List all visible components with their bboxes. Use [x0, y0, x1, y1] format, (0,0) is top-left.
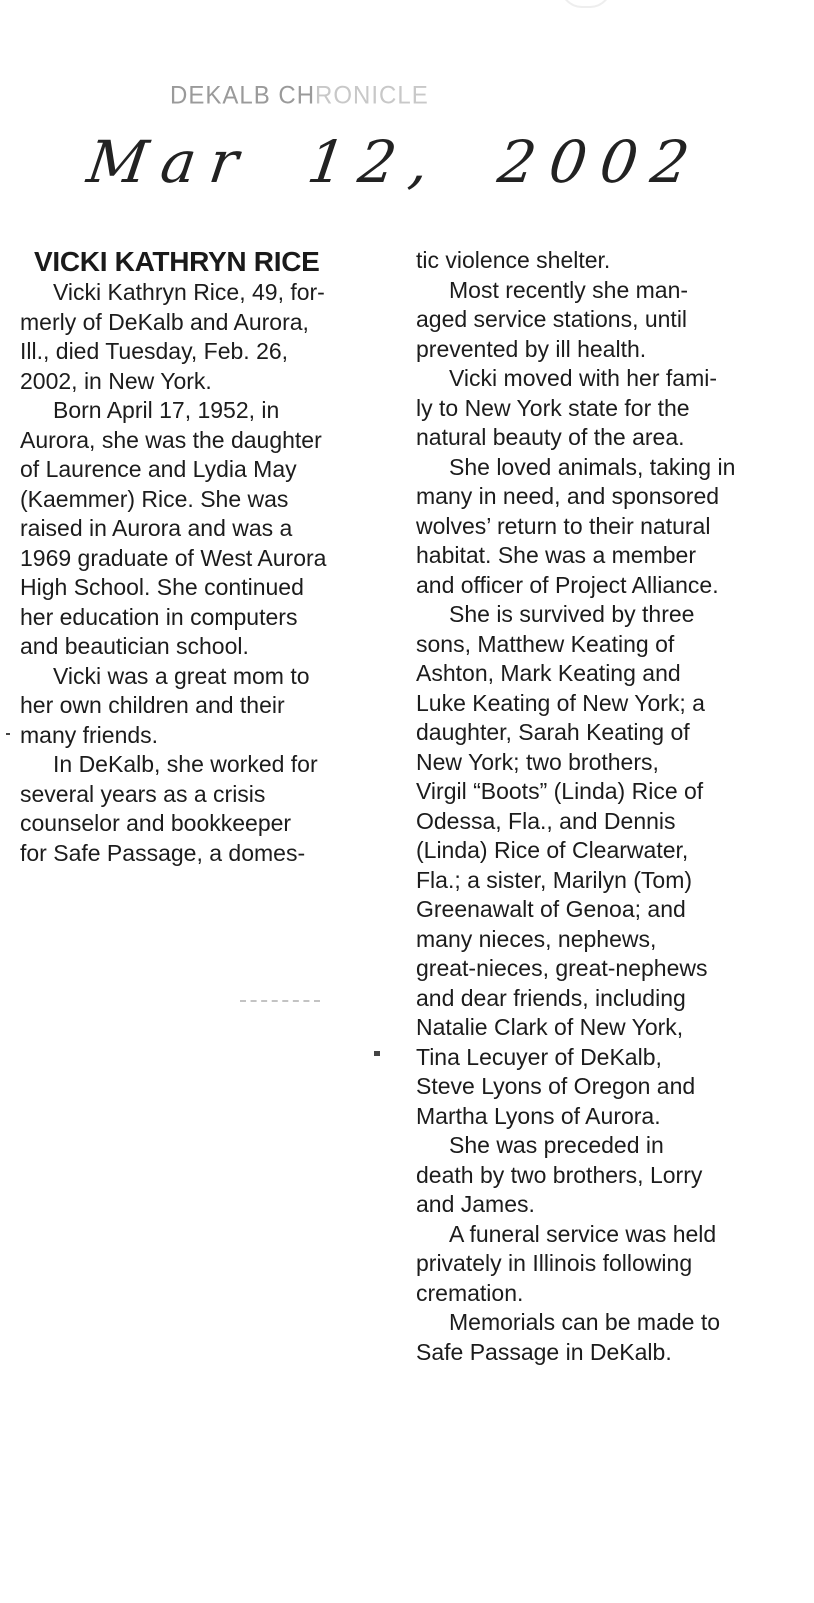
text-line: counselor and bookkeeper	[20, 810, 292, 836]
left-column-body	[20, 278, 380, 868]
stamp-visible-text: DEKALB CH	[170, 81, 316, 110]
obituary-paragraph	[416, 1131, 778, 1220]
text-line: sons, Matthew Keating of	[416, 630, 675, 657]
text-line: (Linda) Rice of Clearwater,	[416, 837, 689, 863]
text-line: ly to New York state for the	[416, 394, 690, 421]
text-line: Memorials can be made to	[449, 1309, 721, 1335]
text-line: of Laurence and Lydia May	[20, 456, 297, 482]
text-line: She loved animals, taking in	[449, 453, 736, 480]
text-line: and beautician school.	[20, 633, 249, 659]
text-line: Ashton, Mark Keating and	[416, 660, 681, 686]
text-line: Most recently she man-	[449, 276, 689, 303]
obituary-paragraph	[416, 600, 778, 1131]
left-column	[20, 246, 380, 868]
obituary-paragraph	[416, 453, 778, 601]
text-line: natural beauty of the area.	[416, 424, 685, 450]
obituary-paragraph	[416, 364, 778, 453]
text-line: prevented by ill health.	[416, 335, 647, 362]
text-line: In DeKalb, she worked for	[53, 751, 318, 777]
text-line: Steve Lyons of Oregon and	[416, 1073, 696, 1099]
text-line: and officer of Project Alliance.	[416, 571, 719, 598]
text-line: Vicki Kathryn Rice, 49, for-	[53, 279, 325, 305]
text-line: daughter, Sarah Keating of	[416, 719, 690, 745]
text-line: death by two brothers, Lorry	[416, 1161, 703, 1188]
text-line: (Kaemmer) Rice. She was	[20, 485, 289, 512]
text-line: great-nieces, great-nephews	[416, 955, 708, 981]
obituary-paragraph	[20, 396, 380, 662]
text-line: many nieces, nephews,	[416, 925, 657, 952]
text-line: Virgil “Boots” (Linda) Rice of	[416, 778, 704, 804]
text-line: and James.	[416, 1191, 535, 1217]
text-line: She was preceded in	[449, 1132, 664, 1158]
text-line: Aurora, she was the daughter	[20, 426, 322, 453]
text-line: and dear friends, including	[416, 984, 686, 1011]
scan-corner-artifact	[560, 0, 612, 8]
right-column	[416, 246, 778, 1367]
scan-speck	[374, 1051, 380, 1056]
obituary-paragraph	[20, 750, 380, 868]
text-line: Vicki moved with her fami-	[449, 365, 717, 391]
right-column-body	[416, 246, 778, 1367]
text-line: Fla.; a sister, Marilyn (Tom)	[416, 866, 693, 893]
text-line: her education in computers	[20, 603, 298, 630]
text-line: Martha Lyons of Aurora.	[416, 1102, 661, 1129]
text-line: Born April 17, 1952, in	[53, 397, 280, 423]
text-line: privately in Illinois following	[416, 1250, 693, 1276]
text-line: Odessa, Fla., and Dennis	[416, 807, 676, 834]
obituary-paragraph	[416, 276, 778, 365]
text-line: New York; two brothers,	[416, 748, 659, 775]
text-line: several years as a crisis	[20, 780, 266, 807]
text-line: Natalie Clark of New York,	[416, 1014, 684, 1040]
text-line: Safe Passage in DeKalb.	[416, 1338, 672, 1365]
text-line: habitat. She was a member	[416, 542, 696, 568]
stamp-faded-text: RONICLE	[315, 81, 429, 110]
obituary-paragraph	[416, 246, 778, 276]
text-line: merly of DeKalb and Aurora,	[20, 308, 309, 335]
text-line: A funeral service was held	[449, 1220, 717, 1247]
text-line: Tina Lecuyer of DeKalb,	[416, 1043, 662, 1070]
text-line: Ill., died Tuesday, Feb. 26,	[20, 338, 289, 364]
text-line: She is survived by three	[449, 601, 695, 627]
obituary-paragraph	[416, 1220, 778, 1309]
text-line: her own children and their	[20, 692, 285, 718]
text-line: for Safe Passage, a domes-	[20, 839, 306, 866]
obituary-paragraph	[416, 1308, 778, 1367]
text-line: aged service stations, until	[416, 306, 688, 332]
text-line: Greenawalt of Genoa; and	[416, 896, 686, 922]
obituary-headline: VICKI KATHRYN RICE	[34, 246, 320, 277]
text-line: tic violence shelter.	[416, 247, 611, 273]
text-line: cremation.	[416, 1279, 524, 1306]
scan-dash-artifact	[240, 1000, 320, 1004]
obituary-paragraph	[20, 278, 380, 396]
text-line: 2002, in New York.	[20, 367, 212, 394]
obituary-paragraph	[20, 662, 380, 751]
text-line: 1969 graduate of West Aurora	[20, 544, 327, 571]
text-line: wolves’ return to their natural	[416, 512, 711, 539]
text-line: raised in Aurora and was a	[20, 515, 293, 541]
text-line: many in need, and sponsored	[416, 483, 720, 509]
text-line: High School. She continued	[20, 574, 304, 600]
text-line: many friends.	[20, 721, 159, 748]
scan-speck	[6, 733, 10, 735]
handwritten-date: Mar 12, 2002	[83, 128, 708, 196]
text-line: Vicki was a great mom to	[53, 662, 310, 689]
text-line: Luke Keating of New York; a	[416, 689, 705, 716]
newspaper-source-stamp	[170, 81, 429, 110]
